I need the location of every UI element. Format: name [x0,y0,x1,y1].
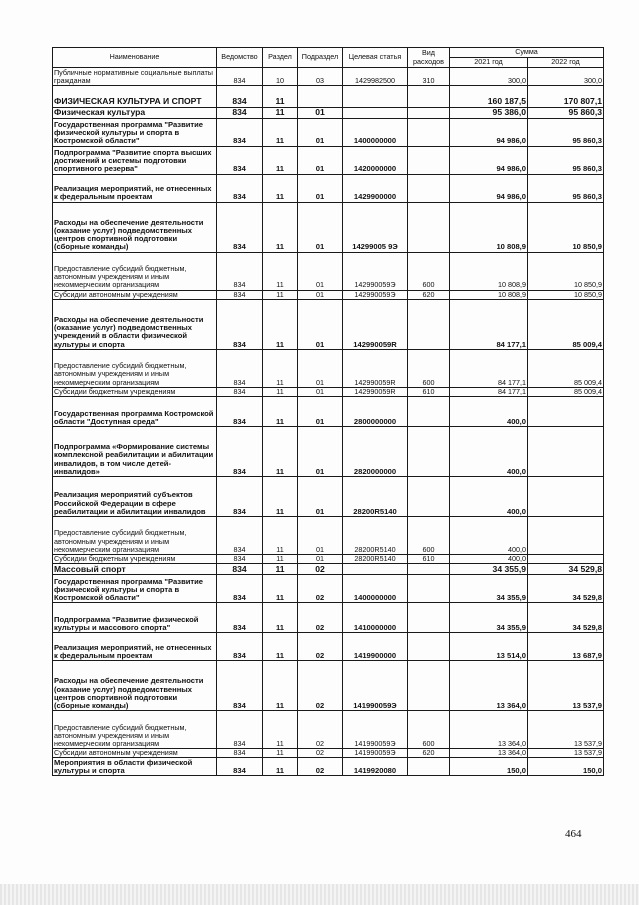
row-vid-raskhodov: 600 [408,349,450,387]
row-razdel: 11 [263,290,298,299]
row-sum-2022: 34 529,8 [528,603,604,633]
row-sum-2022: 13 687,9 [528,633,604,661]
header-vid-raskhodov: Вид расходов [408,48,450,68]
table-row [53,427,604,477]
row-name: Субсидии автономным учреждениям [53,290,217,299]
table-row [53,349,604,387]
header-razdel: Раздел [263,48,298,68]
row-sum-2022 [528,517,604,555]
row-sum-2021: 84 177,1 [450,349,528,387]
row-tselevaya-statya: 2800000000 [343,397,408,427]
row-tselevaya-statya: 1410000000 [343,603,408,633]
row-sum-2021: 400,0 [450,517,528,555]
row-vid-raskhodov: 310 [408,68,450,86]
row-tselevaya-statya: 14299005 9Э [343,202,408,252]
row-vedomstvo: 834 [217,387,263,396]
row-vedomstvo: 834 [217,427,263,477]
row-razdel: 11 [263,477,298,517]
row-sum-2022: 95 860,3 [528,118,604,146]
table-row [53,290,604,299]
page-number: 464 [565,828,582,840]
row-name: Предоставление субсидий бюджетным, автономным учреждениям и иным некоммерческим организациям [53,711,217,749]
table-row [53,397,604,427]
row-vedomstvo: 834 [217,555,263,564]
table-row [53,86,604,108]
row-tselevaya-statya [343,564,408,575]
row-razdel: 11 [263,397,298,427]
row-razdel: 11 [263,711,298,749]
row-sum-2022: 13 537,9 [528,661,604,711]
table-row [53,711,604,749]
row-tselevaya-statya: 1429982500 [343,68,408,86]
row-vedomstvo: 834 [217,146,263,174]
row-sum-2021: 94 986,0 [450,118,528,146]
row-podrazdel: 01 [298,555,343,564]
row-vedomstvo: 834 [217,517,263,555]
row-podrazdel: 01 [298,517,343,555]
row-name: ФИЗИЧЕСКАЯ КУЛЬТУРА И СПОРТ [53,86,217,108]
row-vid-raskhodov [408,146,450,174]
row-name: Государственная программа "Развитие физической культуры и спорта в Костромской области" [53,118,217,146]
table-row [53,477,604,517]
row-podrazdel: 02 [298,749,343,758]
row-sum-2021: 300,0 [450,68,528,86]
row-vid-raskhodov [408,477,450,517]
row-name: Мероприятия в области физической культуры и спорта [53,758,217,776]
row-razdel: 11 [263,174,298,202]
row-sum-2021: 13 364,0 [450,711,528,749]
row-podrazdel: 02 [298,603,343,633]
table-row [53,661,604,711]
row-razdel: 11 [263,427,298,477]
row-vedomstvo: 834 [217,477,263,517]
row-vedomstvo: 834 [217,633,263,661]
row-vedomstvo: 834 [217,202,263,252]
row-razdel: 11 [263,517,298,555]
row-sum-2021: 13 364,0 [450,661,528,711]
table-row [53,758,604,776]
row-tselevaya-statya [343,86,408,108]
header-year-2022: 2022 год [528,58,604,68]
row-vid-raskhodov [408,397,450,427]
row-tselevaya-statya: 142990059Э [343,290,408,299]
row-name: Предоставление субсидий бюджетным, автономным учреждениям и иным некоммерческим организациям [53,252,217,290]
row-sum-2021: 95 386,0 [450,108,528,119]
row-razdel: 11 [263,387,298,396]
row-vid-raskhodov: 600 [408,252,450,290]
row-podrazdel: 02 [298,575,343,603]
row-podrazdel: 02 [298,711,343,749]
row-sum-2022 [528,397,604,427]
row-podrazdel: 01 [298,108,343,119]
row-razdel: 11 [263,603,298,633]
row-name: Субсидии автономным учреждениям [53,749,217,758]
row-sum-2021: 94 986,0 [450,146,528,174]
row-sum-2022: 95 860,3 [528,146,604,174]
row-sum-2022 [528,477,604,517]
row-sum-2022: 13 537,9 [528,749,604,758]
row-name: Субсидии бюджетным учреждениям [53,555,217,564]
table-row [53,633,604,661]
row-vid-raskhodov [408,575,450,603]
row-razdel: 11 [263,555,298,564]
row-sum-2022: 10 850,9 [528,202,604,252]
row-vid-raskhodov: 620 [408,290,450,299]
row-sum-2021: 84 177,1 [450,387,528,396]
row-tselevaya-statya: 28200R5140 [343,517,408,555]
row-vid-raskhodov: 610 [408,555,450,564]
row-podrazdel: 01 [298,146,343,174]
row-podrazdel: 01 [298,252,343,290]
row-podrazdel: 01 [298,290,343,299]
header-vedomstvo: Ведомство [217,48,263,68]
row-sum-2021: 13 514,0 [450,633,528,661]
row-sum-2021: 400,0 [450,477,528,517]
row-tselevaya-statya [343,108,408,119]
row-sum-2022: 95 860,3 [528,174,604,202]
row-razdel: 11 [263,758,298,776]
row-name: Государственная программа "Развитие физической культуры и спорта в Костромской области" [53,575,217,603]
row-podrazdel: 02 [298,564,343,575]
row-sum-2021: 10 808,9 [450,290,528,299]
row-podrazdel: 01 [298,299,343,349]
row-vid-raskhodov [408,299,450,349]
row-razdel: 11 [263,575,298,603]
row-tselevaya-statya: 1400000000 [343,575,408,603]
table-row [53,299,604,349]
row-tselevaya-statya: 141990059Э [343,711,408,749]
table-row [53,749,604,758]
row-tselevaya-statya: 1400000000 [343,118,408,146]
row-podrazdel: 01 [298,397,343,427]
row-razdel: 11 [263,118,298,146]
row-sum-2021: 400,0 [450,427,528,477]
row-tselevaya-statya: 28200R5140 [343,477,408,517]
row-tselevaya-statya: 1419900000 [343,633,408,661]
scan-edge [0,884,639,905]
row-sum-2022 [528,427,604,477]
row-name: Расходы на обеспечение деятельности (оказание услуг) подведомственных центров спортивной подготовки (сборные команды) [53,661,217,711]
row-vid-raskhodov [408,603,450,633]
row-name: Публичные нормативные социальные выплаты гражданам [53,68,217,86]
row-podrazdel: 02 [298,633,343,661]
row-sum-2021: 84 177,1 [450,299,528,349]
row-razdel: 11 [263,299,298,349]
budget-table [52,47,604,776]
row-sum-2021: 34 355,9 [450,575,528,603]
header-summa: Сумма [450,48,604,58]
row-sum-2021: 13 364,0 [450,749,528,758]
row-podrazdel: 03 [298,68,343,86]
row-name: Предоставление субсидий бюджетным, автономным учреждениям и иным некоммерческим организациям [53,349,217,387]
row-vedomstvo: 834 [217,108,263,119]
row-vedomstvo: 834 [217,603,263,633]
row-vedomstvo: 834 [217,661,263,711]
row-sum-2022: 85 009,4 [528,387,604,396]
row-razdel: 11 [263,86,298,108]
row-podrazdel: 02 [298,661,343,711]
row-vedomstvo: 834 [217,711,263,749]
row-razdel: 11 [263,108,298,119]
row-podrazdel: 01 [298,118,343,146]
row-razdel: 11 [263,202,298,252]
row-podrazdel [298,86,343,108]
row-name: Расходы на обеспечение деятельности (оказание услуг) подведомственных центров спортивной подготовки (сборные команды) [53,202,217,252]
row-sum-2022: 85 009,4 [528,349,604,387]
table-row [53,146,604,174]
row-vid-raskhodov [408,174,450,202]
row-tselevaya-statya: 1419920080 [343,758,408,776]
row-tselevaya-statya: 141990059Э [343,749,408,758]
row-name: Подпрограмма "Развитие физической культуры и массового спорта" [53,603,217,633]
row-name: Государственная программа Костромской области "Доступная среда" [53,397,217,427]
row-vid-raskhodov [408,758,450,776]
row-name: Массовый спорт [53,564,217,575]
row-razdel: 11 [263,661,298,711]
table-header-row [53,48,604,58]
header-podrazdel: Подраздел [298,48,343,68]
row-sum-2022: 13 537,9 [528,711,604,749]
table-row [53,564,604,575]
table-body [53,68,604,776]
row-vedomstvo: 834 [217,86,263,108]
row-razdel: 10 [263,68,298,86]
row-tselevaya-statya: 141990059Э [343,661,408,711]
row-vedomstvo: 834 [217,118,263,146]
table-row [53,174,604,202]
row-podrazdel: 01 [298,477,343,517]
row-name: Расходы на обеспечение деятельности (оказание услуг) подведомственных учреждений в области физической культуры и спорта [53,299,217,349]
row-sum-2022: 10 850,9 [528,290,604,299]
row-sum-2021: 94 986,0 [450,174,528,202]
row-vedomstvo: 834 [217,758,263,776]
row-sum-2021: 10 808,9 [450,252,528,290]
row-sum-2022 [528,555,604,564]
row-sum-2021: 400,0 [450,555,528,564]
table-row [53,517,604,555]
table-row [53,68,604,86]
row-vid-raskhodov [408,202,450,252]
row-sum-2022: 95 860,3 [528,108,604,119]
row-sum-2022: 150,0 [528,758,604,776]
row-tselevaya-statya: 142990059R [343,299,408,349]
row-sum-2021: 160 187,5 [450,86,528,108]
row-sum-2021: 34 355,9 [450,564,528,575]
row-vedomstvo: 834 [217,290,263,299]
row-sum-2022: 34 529,8 [528,564,604,575]
row-vid-raskhodov: 610 [408,387,450,396]
row-vid-raskhodov [408,633,450,661]
header-tselevaya-statya: Целевая статья [343,48,408,68]
row-razdel: 11 [263,564,298,575]
row-vedomstvo: 834 [217,575,263,603]
row-name: Подпрограмма "Развитие спорта высших достижений и системы подготовки спортивного резерва" [53,146,217,174]
row-tselevaya-statya: 142990059R [343,387,408,396]
row-tselevaya-statya: 28200R5140 [343,555,408,564]
row-name: Реализация мероприятий, не отнесенных к федеральным проектам [53,174,217,202]
row-vedomstvo: 834 [217,397,263,427]
row-sum-2021: 400,0 [450,397,528,427]
row-vid-raskhodov [408,661,450,711]
table-row [53,555,604,564]
row-vedomstvo: 834 [217,174,263,202]
row-vid-raskhodov [408,564,450,575]
row-vid-raskhodov: 600 [408,517,450,555]
row-vid-raskhodov [408,118,450,146]
row-name: Предоставление субсидий бюджетным, автономным учреждениям и иным некоммерческим организациям [53,517,217,555]
row-vedomstvo: 834 [217,349,263,387]
row-vid-raskhodov [408,108,450,119]
row-tselevaya-statya: 142990059R [343,349,408,387]
row-name: Реализация мероприятий, не отнесенных к федеральным проектам [53,633,217,661]
row-razdel: 11 [263,146,298,174]
row-vedomstvo: 834 [217,749,263,758]
row-podrazdel: 01 [298,202,343,252]
header-year-2021: 2021 год [450,58,528,68]
row-razdel: 11 [263,349,298,387]
row-tselevaya-statya: 1429900000 [343,174,408,202]
row-podrazdel: 02 [298,758,343,776]
row-name: Подпрограмма «Формирование системы комплексной реабилитации и абилитации инвалидов, в том числе детей-инвалидов» [53,427,217,477]
row-vedomstvo: 834 [217,564,263,575]
row-podrazdel: 01 [298,349,343,387]
row-sum-2022: 34 529,8 [528,575,604,603]
row-name: Реализация мероприятий субъектов Российской Федерации в сфере реабилитации и абилитации инвалидов [53,477,217,517]
row-razdel: 11 [263,252,298,290]
row-sum-2021: 10 808,9 [450,202,528,252]
table-row [53,603,604,633]
row-tselevaya-statya: 2820000000 [343,427,408,477]
row-razdel: 11 [263,633,298,661]
row-vid-raskhodov [408,86,450,108]
row-podrazdel: 01 [298,387,343,396]
row-sum-2022: 10 850,9 [528,252,604,290]
row-tselevaya-statya: 142990059Э [343,252,408,290]
row-vid-raskhodov [408,427,450,477]
row-podrazdel: 01 [298,427,343,477]
row-sum-2022: 85 009,4 [528,299,604,349]
row-vedomstvo: 834 [217,299,263,349]
header-name: Наименование [53,48,217,68]
row-sum-2022: 300,0 [528,68,604,86]
table-row [53,202,604,252]
row-razdel: 11 [263,749,298,758]
row-sum-2021: 34 355,9 [450,603,528,633]
row-sum-2021: 150,0 [450,758,528,776]
row-vedomstvo: 834 [217,68,263,86]
row-podrazdel: 01 [298,174,343,202]
table-row [53,118,604,146]
row-sum-2022: 170 807,1 [528,86,604,108]
table-row [53,252,604,290]
row-tselevaya-statya: 1420000000 [343,146,408,174]
row-vid-raskhodov: 600 [408,711,450,749]
row-vedomstvo: 834 [217,252,263,290]
row-name: Физическая культура [53,108,217,119]
table-row [53,575,604,603]
table-row [53,108,604,119]
row-name: Субсидии бюджетным учреждениям [53,387,217,396]
table-row [53,387,604,396]
row-vid-raskhodov: 620 [408,749,450,758]
